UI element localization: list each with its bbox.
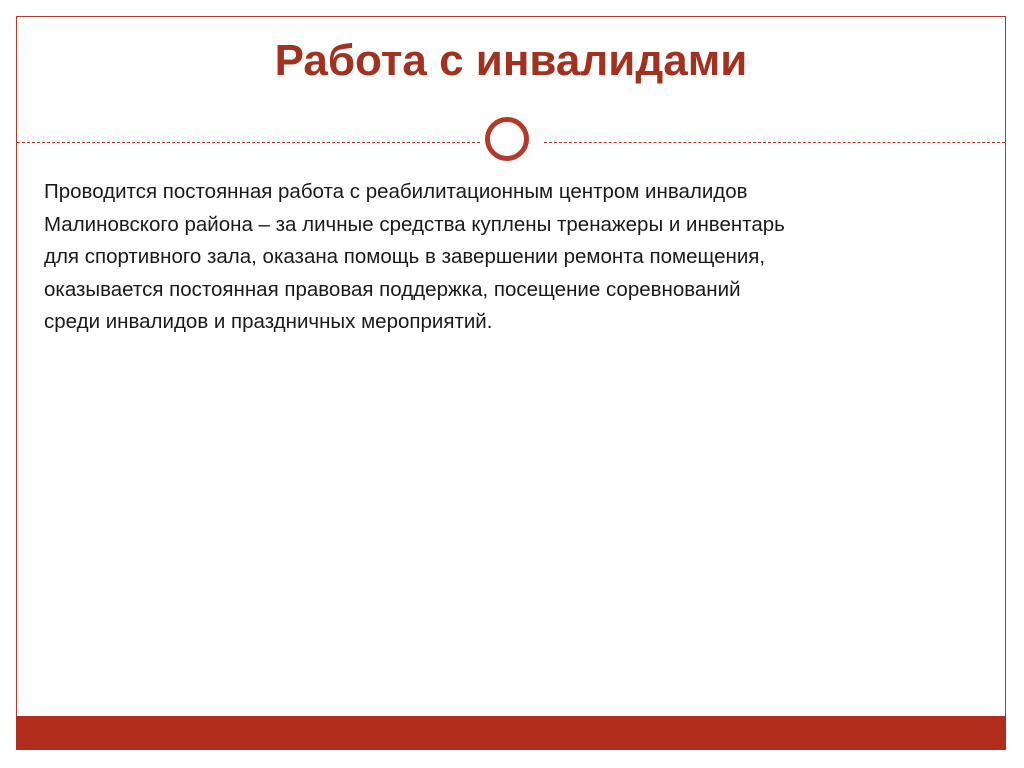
divider-line-left (17, 142, 480, 143)
circle-ornament-icon (485, 117, 529, 161)
slide-title: Работа с инвалидами (274, 36, 748, 85)
footer-accent-bar (16, 716, 1006, 750)
divider-line-right (544, 142, 1005, 143)
slide-body-text: Проводится постоянная работа с реабилитационным центром инвалидов Малиновского района – за личные средства куплены тренажеры и инвентарь для спортивного зала, оказана помощь в завершении ремонта помещения, оказывается постоянная правовая поддержка, посещение соревнований среди инвалидов и праздничных мероприятий. (44, 180, 785, 333)
